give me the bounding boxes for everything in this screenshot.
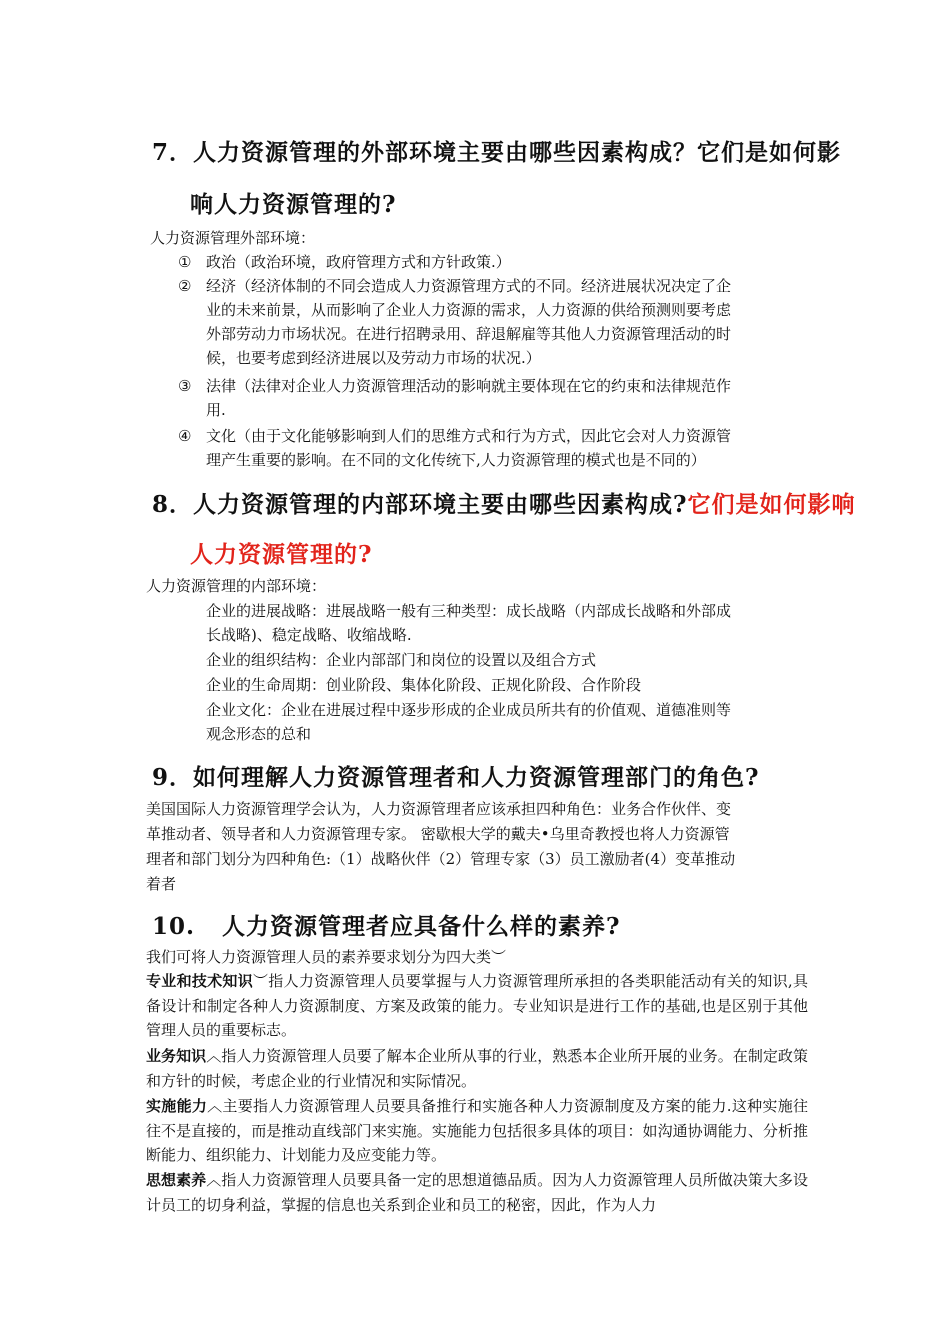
q7-item3-line: 用. [206, 401, 226, 419]
q10-para-implementation [146, 1094, 808, 1168]
q10-para-bold: 专业和技术知识 [146, 972, 253, 990]
q7-item2-line: 外部劳动力市场状况。在进行招聘录用、辞退解雇等其他人力资源管理活动的时 [206, 325, 732, 343]
q7-item1-num: ① [178, 253, 192, 271]
q10-para-business [146, 1044, 808, 1093]
q10-para-bold: 业务知识 [146, 1047, 207, 1065]
q7-intro: 人力资源管理外部环境： [150, 229, 316, 247]
q7-item3-num: ③ [178, 377, 192, 395]
q7-item1-line: 政治（政治环境，政府管理方式和方针政策.） [206, 253, 511, 271]
q7-item2-line: 经济（经济体制的不同会造成人力资源管理方式的不同。经济进展状况决定了企 [206, 277, 732, 295]
q8-line: 企业的生命周期：创业阶段、集体化阶段、正规化阶段、合作阶段 [206, 676, 642, 694]
q10-para-bold: 思想素养 [146, 1171, 207, 1189]
q9-line: 美国国际人力资源管理学会认为，人力资源管理者应该承担四种角色：业务合作伙伴、变 [146, 800, 732, 818]
q8-intro: 人力资源管理的内部环境： [146, 577, 327, 595]
q7-item4-line: 理产生重要的影响。在不同的文化传统下,人力资源管理的模式也是不同的） [206, 451, 706, 469]
q7-item2-line: 候，也要考虑到经济进展以及劳动力市场的状况.） [206, 349, 541, 367]
q7-item2-line: 业的未来前景，从而影响了企业人力资源的需求，人力资源的供给预测则要考虑 [206, 301, 732, 319]
q10-para-text: ︿指人力资源管理人员要了解本企业所从事的行业，熟悉本企业所开展的业务。在制定政策和方针的时候，考虑企业的行业情况和实际情况。 [146, 1047, 808, 1090]
q9-line: 理者和部门划分为四种角色:（1）战略伙伴（2）管理专家（3）员工激励者(4）变革推动 [146, 850, 736, 868]
q9-line: 着者 [146, 875, 177, 893]
q8-title-black: 8．人力资源管理的内部环境主要由哪些因素构成? [152, 491, 688, 518]
q10-title: 10. 人力资源管理者应具备什么样的素养? [152, 913, 621, 940]
q8-line: 企业文化：企业在进展过程中逐步形成的企业成员所共有的价值观、道德准则等 [206, 701, 732, 719]
q10-para-text: ︶指人力资源管理人员要掌握与人力资源管理所承担的各类职能活动有关的知识,具备设计和制定各种人力资源制度、方案及政策的能力。专业知识是进行工作的基础,也是区别于其他管理人员的重要标志。 [146, 972, 808, 1039]
q8-title-line1 [152, 486, 855, 519]
q8-title-line2: 人力资源管理的? [190, 541, 373, 568]
q7-item4-line: 文化（由于文化能够影响到人们的思维方式和行为方式，因此它会对人力资源管 [206, 427, 732, 445]
q8-line: 长战略)、稳定战略、收缩战略. [206, 626, 412, 644]
q10-intro: 我们可将人力资源管理人员的素养要求划分为四大类︶ [146, 948, 507, 966]
q8-line: 企业的进展战略：进展战略一般有三种类型：成长战略（内部成长战略和外部成 [206, 602, 732, 620]
q7-title-line1: 7．人力资源管理的外部环境主要由哪些因素构成？它们是如何影 [152, 139, 842, 166]
q7-item4-num: ④ [178, 427, 192, 445]
q10-para-text: ︿指人力资源管理人员要具备一定的思想道德品质。因为人力资源管理人员所做决策大多设计员工的切身利益，掌握的信息也关系到企业和员工的秘密，因此，作为人力 [146, 1171, 808, 1214]
q8-title-red: 它们是如何影响 [687, 491, 856, 518]
q10-para-text: ︿主要指人力资源管理人员要具备推行和实施各种人力资源制度及方案的能力.这种实施往往不是直接的，而是推动直线部门来实施。实施能力包括很多具体的项目：如沟通协调能力、分析推断能力、组织能力、计划能力及应变能力等。 [146, 1097, 808, 1164]
q7-item2-num: ② [178, 277, 192, 295]
q8-line: 企业的组织结构：企业内部部门和岗位的设置以及组合方式 [206, 651, 597, 669]
q9-line: 革推动者、领导者和人力资源管理专家。 密歇根大学的戴夫•乌里奇教授也将人力资源管 [146, 825, 730, 843]
q7-item3-line: 法律（法律对企业人力资源管理活动的影响就主要体现在它的约束和法律规范作 [206, 377, 732, 395]
q10-para-ideology [146, 1168, 808, 1217]
q10-para-bold: 实施能力 [146, 1097, 208, 1115]
q9-title: 9．如何理解人力资源管理者和人力资源管理部门的角色? [152, 764, 760, 791]
q7-title-line2: 响人力资源管理的? [190, 191, 397, 218]
q10-para-professional [146, 969, 808, 1043]
q8-line: 观念形态的总和 [206, 725, 312, 743]
